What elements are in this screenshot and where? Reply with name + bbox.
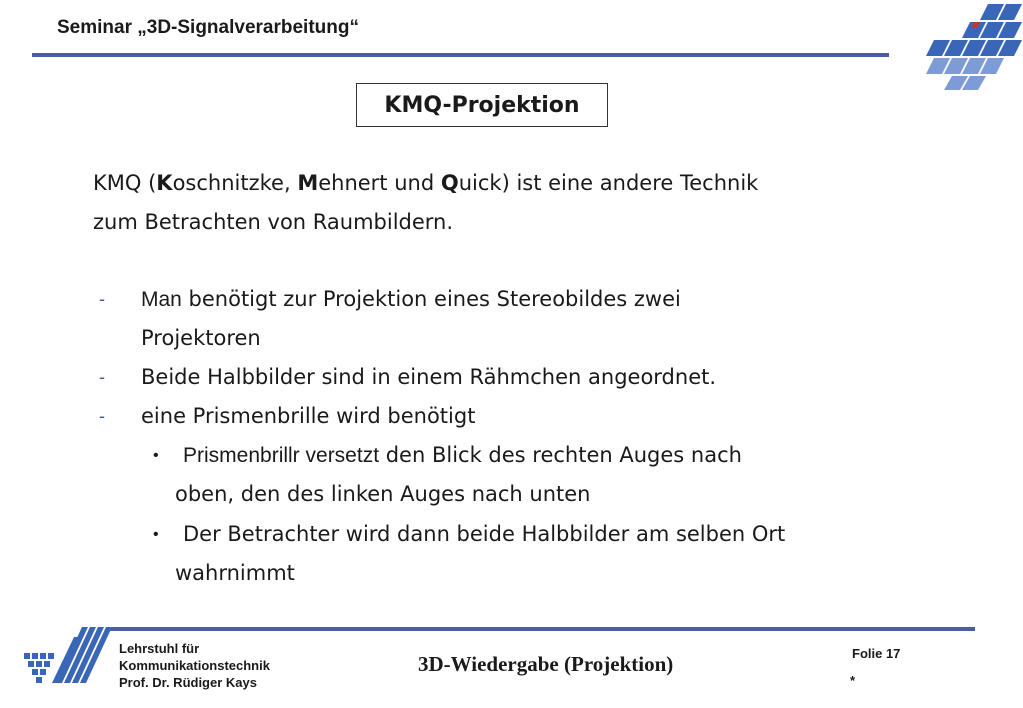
list-item-continuation: Projektoren: [141, 326, 261, 350]
intro-pre: KMQ (: [93, 171, 157, 195]
sub-list-item-lead: Prismenbrillr versetzt: [183, 444, 380, 467]
sub-list-item-continuation: oben, den des linken Auges nach unten: [175, 482, 591, 506]
footer-org-line-2: Kommunikationstechnik: [119, 658, 270, 673]
header-title: Seminar „3D-Signalverarbeitung“: [57, 17, 359, 38]
intro-m-rest: ehnert und: [318, 171, 441, 195]
footer-org: [119, 640, 270, 691]
footer-org-line-1: Lehrstuhl für: [119, 641, 200, 656]
footer-org-line-3: Prof. Dr. Rüdiger Kays: [119, 675, 257, 690]
intro-line-1: [93, 164, 993, 203]
dash-bullet: -: [99, 289, 105, 309]
intro-q-rest: uick) ist eine andere Technik: [458, 171, 759, 195]
footer-rule: [110, 627, 975, 631]
chair-logo-icon: [22, 625, 114, 685]
sub-list-item-text: Der Betrachter wird dann beide Halbbilder am selben Ort: [183, 522, 786, 546]
list-item-body: benötigt zur Projektion eines Stereobildes zwei: [181, 287, 681, 311]
intro-k: K: [156, 171, 173, 195]
footer-center-title: 3D-Wiedergabe (Projektion): [418, 652, 674, 676]
list-item-text: Beide Halbbilder sind in einem Rähmchen angeordnet.: [141, 365, 717, 389]
round-bullet: •: [153, 526, 159, 543]
sub-list-item-continuation: wahrnimmt: [175, 561, 295, 585]
dash-bullet: -: [99, 367, 105, 387]
intro-m: M: [297, 171, 319, 195]
list-item-lead: Man: [141, 288, 182, 311]
round-bullet: •: [153, 447, 159, 464]
intro-line-2: zum Betrachten von Raumbildern.: [93, 210, 454, 234]
dash-bullet: -: [99, 406, 105, 426]
sub-list-item-body: den Blick des rechten Auges nach: [379, 443, 742, 467]
university-logo-icon: [912, 0, 1023, 92]
slide-title-box: KMQ-Projektion: [356, 83, 608, 127]
list-item-text: eine Prismenbrille wird benötigt: [141, 404, 476, 428]
intro-q: Q: [440, 171, 459, 195]
intro-k-rest: oschnitzke,: [172, 171, 298, 195]
intro-paragraph: [93, 164, 993, 242]
list-item-text: [141, 280, 681, 319]
header-rule: [32, 53, 889, 57]
footer-slide-number: Folie 17: [852, 646, 901, 661]
sub-list-item-text: [183, 436, 742, 475]
footer-star: *: [850, 673, 856, 688]
